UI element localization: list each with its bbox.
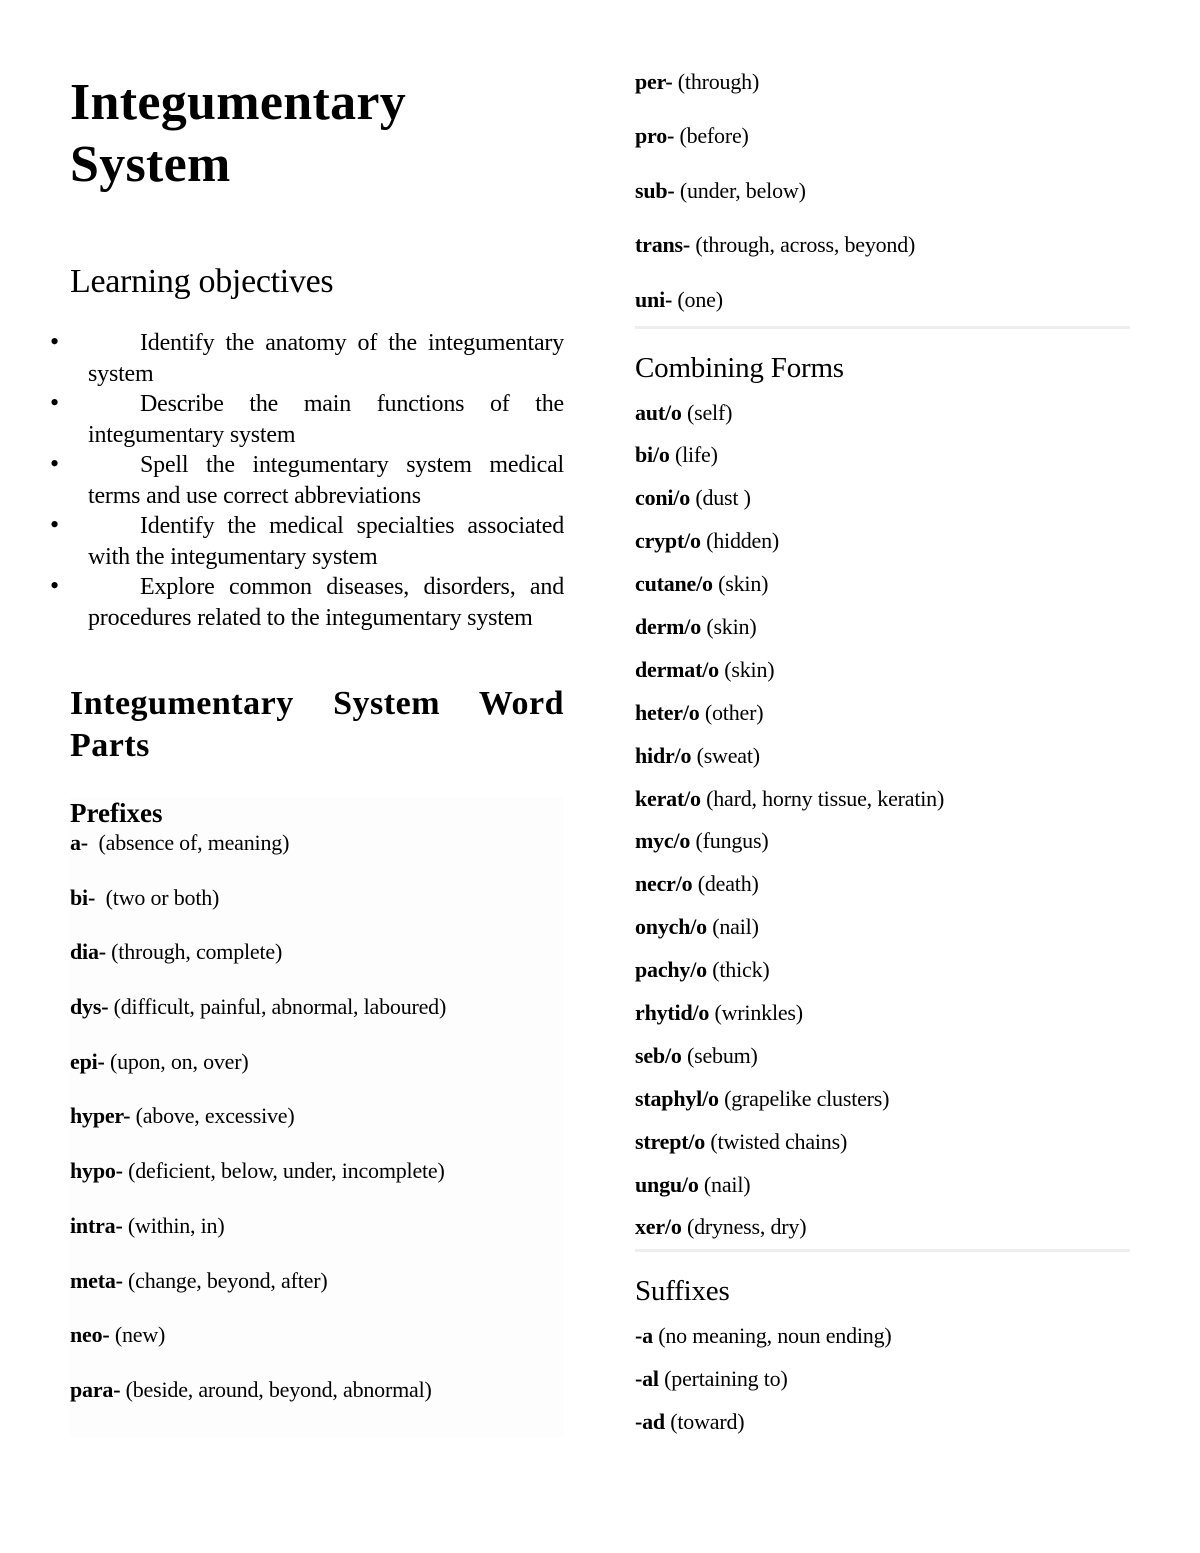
combining-form-entry <box>635 1042 1130 1085</box>
prefix-entry <box>70 829 564 884</box>
combining-form-term: coni/o <box>635 485 691 511</box>
prefixes-heading: Prefixes <box>70 798 163 828</box>
suffix-entry <box>635 1365 1130 1408</box>
combining-form-term: pachy/o <box>635 957 707 983</box>
prefix-term: pro- <box>635 123 675 149</box>
prefix-term: per- <box>635 69 673 94</box>
suffix-entry <box>635 1408 1130 1451</box>
combining-form-meaning: (fungus) <box>690 828 769 854</box>
combining-form-term: heter/o <box>635 699 700 725</box>
prefix-entry <box>70 993 564 1048</box>
objective-item: • Explore common diseases, disorders, and procedures related to the integumentary system <box>70 572 564 633</box>
learning-objectives-list <box>70 328 564 633</box>
prefix-meaning: (within, in) <box>122 1212 225 1238</box>
combining-form-meaning: (sweat) <box>691 742 760 768</box>
combining-form-meaning: (hard, horny tissue, keratin) <box>700 785 945 811</box>
combining-form-term: dermat/o <box>635 656 719 682</box>
prefix-entry <box>635 177 1130 231</box>
combining-form-meaning: (thick) <box>706 957 770 983</box>
combining-form-meaning: (nail) <box>698 1171 751 1197</box>
combining-form-meaning: (twisted chains) <box>705 1128 848 1154</box>
prefix-term: intra- <box>70 1212 123 1238</box>
prefix-list <box>70 829 564 1431</box>
prefix-meaning: (change, beyond, after) <box>122 1267 328 1293</box>
prefix-entry <box>70 938 564 993</box>
word-parts-heading: Integumentary System Word Parts <box>70 685 564 764</box>
combining-form-entry <box>635 870 1130 913</box>
prefix-entry <box>635 286 1130 326</box>
combining-form-entry <box>635 527 1130 570</box>
combining-form-entry <box>635 742 1130 785</box>
prefix-meaning: (above, excessive) <box>130 1103 295 1129</box>
prefix-term: neo- <box>70 1322 110 1348</box>
prefix-meaning: (under, below) <box>674 177 806 203</box>
combining-form-entry <box>635 827 1130 870</box>
prefix-term: hyper- <box>70 1103 131 1129</box>
prefix-meaning: (two or both) <box>95 884 220 910</box>
combining-form-entry <box>635 656 1130 699</box>
prefix-term: sub- <box>635 177 675 203</box>
objective-item: • Describe the main functions of the integumentary system <box>70 389 564 450</box>
prefix-meaning: (through) <box>672 69 760 94</box>
title-line: System <box>70 136 231 193</box>
prefix-term: meta- <box>70 1267 123 1293</box>
prefix-meaning: (deficient, below, under, incomplete) <box>122 1158 445 1184</box>
prefix-term: a- <box>70 830 88 855</box>
prefix-entry <box>70 1376 564 1431</box>
combining-form-entry <box>635 1085 1130 1128</box>
left-column <box>70 72 564 1437</box>
prefix-entry <box>70 1267 564 1322</box>
prefix-term: para- <box>70 1376 121 1402</box>
objective-item: • Identify the anatomy of the integumentary system <box>70 328 564 389</box>
prefix-entry <box>635 122 1130 176</box>
suffix-meaning: (toward) <box>664 1409 745 1435</box>
prefix-meaning: (new) <box>109 1322 166 1348</box>
combining-form-meaning: (hidden) <box>700 528 780 554</box>
suffix-term: -a <box>635 1323 653 1349</box>
prefix-entry <box>635 231 1130 285</box>
suffix-meaning: (pertaining to) <box>658 1366 788 1392</box>
combining-form-term: derm/o <box>635 614 702 640</box>
prefix-meaning: (one) <box>672 286 723 312</box>
combining-form-meaning: (nail) <box>706 914 759 940</box>
combining-form-entry <box>635 1213 1130 1249</box>
objective-item: • Spell the integumentary system medical terms and use correct abbreviations <box>70 450 564 511</box>
combining-form-term: kerat/o <box>635 785 701 811</box>
prefix-meaning: (upon, on, over) <box>104 1048 249 1074</box>
combining-form-meaning: (skin) <box>701 614 757 640</box>
section-divider <box>635 1249 1130 1252</box>
combining-form-term: hidr/o <box>635 742 692 768</box>
combining-form-term: aut/o <box>635 399 682 425</box>
prefix-term: trans- <box>635 232 691 258</box>
prefix-meaning: (before) <box>674 123 749 149</box>
combining-form-term: seb/o <box>635 1042 682 1068</box>
prefix-entry <box>70 884 564 939</box>
combining-form-meaning: (skin) <box>712 571 769 597</box>
combining-form-term: rhytid/o <box>635 1000 710 1026</box>
combining-form-term: necr/o <box>635 871 693 897</box>
combining-form-term: strept/o <box>635 1128 706 1154</box>
combining-form-term: myc/o <box>635 828 691 854</box>
combining-form-entry <box>635 570 1130 613</box>
prefix-entry <box>70 1212 564 1267</box>
combining-form-entry <box>635 613 1130 656</box>
combining-form-meaning: (skin) <box>718 656 775 682</box>
combining-form-meaning: (other) <box>699 699 764 725</box>
combining-form-entry <box>635 441 1130 484</box>
prefix-entry <box>635 68 1130 122</box>
prefix-entry <box>70 1321 564 1376</box>
combining-form-entry <box>635 699 1130 742</box>
prefix-list-continued <box>635 68 1130 326</box>
prefix-term: dys- <box>70 994 109 1020</box>
prefix-entry <box>70 1102 564 1157</box>
combining-form-meaning: (sebum) <box>681 1042 758 1068</box>
suffixes-heading: Suffixes <box>635 1275 730 1308</box>
combining-form-term: onych/o <box>635 914 707 940</box>
combining-form-term: ungu/o <box>635 1171 699 1197</box>
objective-item: • Identify the medical specialties associated with the integumentary system <box>70 511 564 572</box>
section-divider <box>635 326 1130 329</box>
combining-forms-list <box>635 399 1130 1250</box>
suffix-term: -al <box>635 1366 659 1392</box>
suffix-entry <box>635 1322 1130 1365</box>
learning-objectives-heading: Learning objectives <box>70 263 334 300</box>
right-column <box>635 68 1130 1451</box>
combining-form-entry <box>635 999 1130 1042</box>
combining-form-entry <box>635 956 1130 999</box>
combining-form-term: cutane/o <box>635 571 713 597</box>
combining-form-entry <box>635 1171 1130 1214</box>
prefix-entry <box>70 1157 564 1212</box>
combining-form-entry <box>635 913 1130 956</box>
combining-form-meaning: (self) <box>681 399 733 425</box>
combining-form-meaning: (dryness, dry) <box>681 1214 807 1240</box>
prefix-meaning: (through, complete) <box>105 939 283 965</box>
combining-form-term: bi/o <box>635 442 670 468</box>
combining-form-meaning: (grapelike clusters) <box>718 1085 890 1111</box>
prefix-meaning: (absence of, meaning) <box>87 830 290 855</box>
prefix-meaning: (difficult, painful, abnormal, laboured) <box>108 994 447 1020</box>
title-line: Integumentary <box>70 74 407 131</box>
combining-form-entry <box>635 785 1130 828</box>
combining-forms-heading: Combining Forms <box>635 351 844 384</box>
prefix-term: epi- <box>70 1048 105 1074</box>
suffix-term: -ad <box>635 1409 665 1435</box>
combining-form-meaning: (death) <box>692 871 759 897</box>
prefixes-section <box>70 797 564 1437</box>
combining-form-meaning: (life) <box>669 442 718 468</box>
combining-form-meaning: (dust ) <box>690 485 751 511</box>
prefix-entry <box>70 1048 564 1103</box>
prefix-meaning: (through, across, beyond) <box>690 232 916 258</box>
suffixes-list <box>635 1322 1130 1451</box>
suffix-meaning: (no meaning, noun ending) <box>652 1323 892 1349</box>
combining-form-entry <box>635 399 1130 442</box>
prefix-term: dia- <box>70 939 106 965</box>
prefix-term: bi- <box>70 884 96 910</box>
combining-form-entry <box>635 484 1130 527</box>
combining-form-entry <box>635 1128 1130 1171</box>
prefix-term: hypo- <box>70 1158 123 1184</box>
prefix-meaning: (beside, around, beyond, abnormal) <box>120 1376 432 1402</box>
page-title <box>70 72 564 196</box>
combining-form-term: crypt/o <box>635 528 701 554</box>
combining-form-term: xer/o <box>635 1214 682 1240</box>
combining-form-meaning: (wrinkles) <box>709 1000 803 1026</box>
combining-form-term: staphyl/o <box>635 1085 719 1111</box>
prefix-term: uni- <box>635 286 673 312</box>
